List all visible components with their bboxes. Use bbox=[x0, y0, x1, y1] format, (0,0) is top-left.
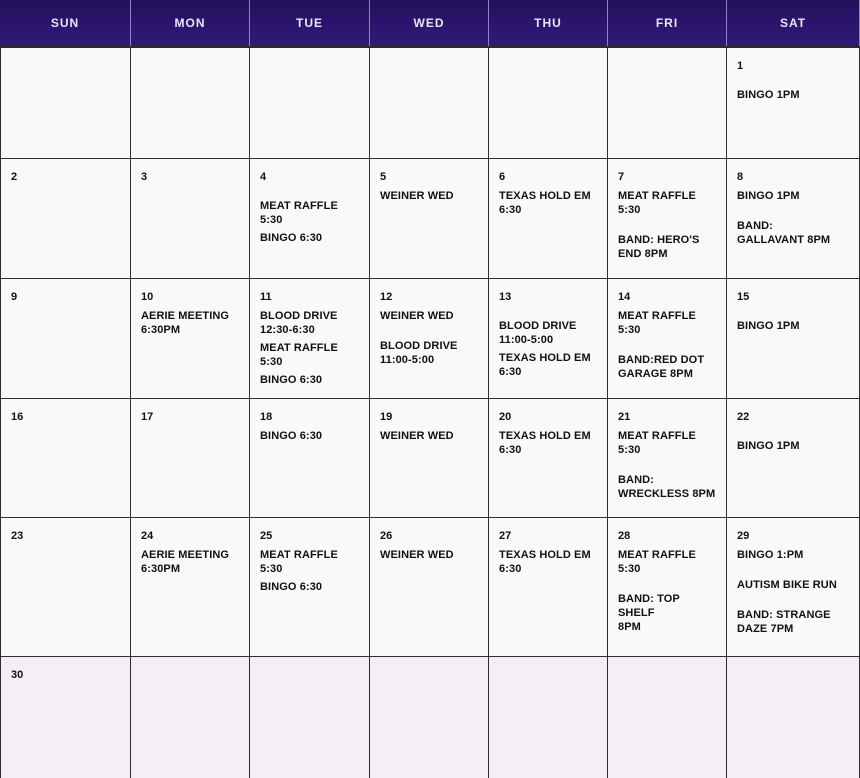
event-text: MEAT RAFFLE bbox=[618, 430, 696, 442]
date-number: 17 bbox=[141, 411, 154, 423]
event-text: 11:00-5:00 bbox=[499, 334, 554, 346]
event-text: BAND: STRANGE bbox=[737, 609, 831, 621]
day-cell bbox=[370, 518, 489, 657]
event-text: BAND: bbox=[737, 220, 773, 232]
day-cell bbox=[131, 48, 250, 159]
event-text: 6:30 bbox=[499, 204, 522, 216]
day-cell bbox=[250, 279, 370, 399]
day-cell bbox=[489, 159, 608, 279]
day-cell bbox=[250, 48, 370, 159]
date-number: 20 bbox=[499, 411, 512, 423]
event-text: BINGO 1PM bbox=[737, 89, 800, 101]
day-cell bbox=[608, 657, 727, 778]
day-cell bbox=[489, 518, 608, 657]
event-text: BINGO 6:30 bbox=[260, 232, 323, 244]
date-number: 29 bbox=[737, 530, 750, 542]
event-item bbox=[737, 608, 851, 636]
weekday-thu: THU bbox=[489, 0, 608, 46]
day-cell bbox=[727, 279, 860, 399]
date-number: 25 bbox=[260, 530, 273, 542]
day-cell bbox=[250, 399, 370, 518]
event-text: 6:30 bbox=[499, 444, 522, 456]
date-number: 19 bbox=[380, 411, 393, 423]
weekday-mon: MON bbox=[131, 0, 250, 46]
date-number: 24 bbox=[141, 530, 154, 542]
event-item bbox=[260, 580, 361, 594]
day-cell bbox=[489, 657, 608, 778]
event-text: 5:30 bbox=[260, 214, 283, 226]
event-item bbox=[499, 319, 599, 347]
date-number: 15 bbox=[737, 291, 750, 303]
weekday-fri: FRI bbox=[608, 0, 727, 46]
day-cell bbox=[608, 159, 727, 279]
date-number: 22 bbox=[737, 411, 750, 423]
day-cell bbox=[370, 657, 489, 778]
date-number: 28 bbox=[618, 530, 631, 542]
event-text: 6:30 bbox=[499, 366, 522, 378]
event-text: GARAGE 8PM bbox=[618, 368, 693, 380]
event-item bbox=[737, 578, 851, 592]
date-number: 5 bbox=[380, 171, 387, 183]
day-cell bbox=[131, 159, 250, 279]
weekday-sat: SAT bbox=[727, 0, 860, 46]
event-text: MEAT RAFFLE bbox=[618, 549, 696, 561]
weekday-sun: SUN bbox=[0, 0, 131, 46]
day-cell bbox=[727, 518, 860, 657]
event-item bbox=[737, 319, 851, 333]
event-text: 5:30 bbox=[260, 563, 283, 575]
event-text: BLOOD DRIVE bbox=[260, 310, 338, 322]
event-text: DAZE 7PM bbox=[737, 623, 794, 635]
event-text: BAND: bbox=[618, 474, 654, 486]
event-text: BAND: TOP SHELF bbox=[618, 593, 680, 619]
date-number: 11 bbox=[260, 291, 272, 303]
event-text: END 8PM bbox=[618, 248, 668, 260]
event-text: MEAT RAFFLE bbox=[618, 190, 696, 202]
event-item bbox=[260, 373, 361, 387]
date-number: 26 bbox=[380, 530, 393, 542]
event-text: 6:30 bbox=[499, 563, 522, 575]
event-item bbox=[380, 429, 480, 443]
date-number: 8 bbox=[737, 171, 744, 183]
date-number: 3 bbox=[141, 171, 148, 183]
event-item bbox=[618, 309, 718, 337]
event-item bbox=[737, 439, 851, 453]
date-number: 13 bbox=[499, 291, 512, 303]
day-cell bbox=[608, 399, 727, 518]
date-number: 10 bbox=[141, 291, 154, 303]
event-text: WEINER WED bbox=[380, 190, 454, 202]
day-cell bbox=[608, 48, 727, 159]
event-text: AERIE MEETING bbox=[141, 310, 230, 322]
date-number: 4 bbox=[260, 171, 267, 183]
day-cell bbox=[0, 657, 131, 778]
event-text: 5:30 bbox=[260, 356, 283, 368]
day-cell bbox=[250, 518, 370, 657]
event-item bbox=[260, 341, 361, 369]
event-item bbox=[737, 548, 851, 562]
event-item bbox=[380, 339, 480, 367]
date-number: 9 bbox=[11, 291, 18, 303]
event-text: BINGO 1PM bbox=[737, 190, 800, 202]
event-text: 5:30 bbox=[618, 444, 641, 456]
day-cell bbox=[0, 399, 131, 518]
event-text: AERIE MEETING bbox=[141, 549, 230, 561]
event-item bbox=[260, 199, 361, 227]
event-text: GALLAVANT 8PM bbox=[737, 234, 831, 246]
event-text: TEXAS HOLD EM bbox=[499, 430, 591, 442]
date-number: 27 bbox=[499, 530, 512, 542]
day-cell bbox=[250, 159, 370, 279]
event-item bbox=[141, 309, 241, 337]
event-item bbox=[260, 231, 361, 245]
date-number: 6 bbox=[499, 171, 506, 183]
event-text: 5:30 bbox=[618, 204, 641, 216]
day-cell bbox=[0, 159, 131, 279]
day-cell bbox=[370, 48, 489, 159]
event-item bbox=[499, 351, 599, 379]
day-cell bbox=[608, 518, 727, 657]
event-item bbox=[618, 429, 718, 457]
date-number: 7 bbox=[618, 171, 625, 183]
event-item bbox=[618, 353, 718, 381]
event-text: WEINER WED bbox=[380, 549, 454, 561]
date-number: 16 bbox=[11, 411, 24, 423]
event-text: BAND:RED DOT bbox=[618, 354, 705, 366]
date-number: 2 bbox=[11, 171, 18, 183]
event-text: MEAT RAFFLE bbox=[618, 310, 696, 322]
event-item bbox=[260, 548, 361, 576]
day-cell bbox=[489, 48, 608, 159]
weekday-wed: WED bbox=[370, 0, 489, 46]
date-number: 30 bbox=[11, 669, 24, 681]
event-text: BINGO 6:30 bbox=[260, 581, 323, 593]
date-number: 23 bbox=[11, 530, 24, 542]
event-text: TEXAS HOLD EM bbox=[499, 352, 591, 364]
event-text: TEXAS HOLD EM bbox=[499, 549, 591, 561]
event-item bbox=[737, 189, 851, 203]
event-text: 12:30-6:30 bbox=[260, 324, 315, 336]
event-text: BINGO 1PM bbox=[737, 440, 800, 452]
event-text: BINGO 6:30 bbox=[260, 430, 323, 442]
day-cell bbox=[131, 518, 250, 657]
event-text: WRECKLESS 8PM bbox=[618, 488, 716, 500]
day-cell bbox=[0, 518, 131, 657]
event-text: BAND: HERO'S bbox=[618, 234, 700, 246]
day-cell bbox=[0, 279, 131, 399]
event-item bbox=[618, 189, 718, 217]
day-cell bbox=[131, 399, 250, 518]
day-cell bbox=[489, 279, 608, 399]
day-cell bbox=[727, 159, 860, 279]
event-text: TEXAS HOLD EM bbox=[499, 190, 591, 202]
event-text: BINGO 1:PM bbox=[737, 549, 804, 561]
event-item bbox=[260, 429, 361, 443]
date-number: 21 bbox=[618, 411, 631, 423]
event-text: BINGO 6:30 bbox=[260, 374, 323, 386]
event-text: AUTISM BIKE RUN bbox=[737, 579, 837, 591]
weekday-header bbox=[0, 0, 860, 46]
event-text: 11:00-5:00 bbox=[380, 354, 435, 366]
event-text: MEAT RAFFLE bbox=[260, 200, 338, 212]
date-number: 18 bbox=[260, 411, 273, 423]
event-text: 6:30PM bbox=[141, 563, 181, 575]
event-text: MEAT RAFFLE bbox=[260, 549, 338, 561]
day-cell bbox=[131, 657, 250, 778]
event-item bbox=[618, 548, 718, 576]
event-item bbox=[499, 429, 599, 457]
date-number: 1 bbox=[737, 60, 744, 72]
event-text: 8PM bbox=[618, 621, 641, 633]
event-text: MEAT RAFFLE bbox=[260, 342, 338, 354]
calendar-grid bbox=[0, 46, 860, 776]
day-cell bbox=[727, 48, 860, 159]
event-item bbox=[618, 473, 718, 501]
event-item bbox=[737, 88, 851, 102]
day-cell bbox=[370, 399, 489, 518]
event-item bbox=[380, 548, 480, 562]
event-text: BLOOD DRIVE bbox=[380, 340, 458, 352]
day-cell bbox=[608, 279, 727, 399]
event-item bbox=[618, 592, 718, 634]
event-text: 6:30PM bbox=[141, 324, 181, 336]
day-cell bbox=[489, 399, 608, 518]
date-number: 14 bbox=[618, 291, 631, 303]
day-cell bbox=[131, 279, 250, 399]
event-text: BINGO 1PM bbox=[737, 320, 800, 332]
event-item bbox=[380, 309, 480, 323]
event-item bbox=[260, 309, 361, 337]
event-item bbox=[499, 548, 599, 576]
day-cell bbox=[727, 657, 860, 778]
day-cell bbox=[727, 399, 860, 518]
event-text: WEINER WED bbox=[380, 310, 454, 322]
event-text: 5:30 bbox=[618, 324, 641, 336]
event-item bbox=[618, 233, 718, 261]
event-text: WEINER WED bbox=[380, 430, 454, 442]
date-number: 12 bbox=[380, 291, 393, 303]
event-item bbox=[499, 189, 599, 217]
weekday-tue: TUE bbox=[250, 0, 370, 46]
day-cell bbox=[370, 159, 489, 279]
event-item bbox=[737, 219, 851, 247]
event-item bbox=[380, 189, 480, 203]
day-cell bbox=[370, 279, 489, 399]
day-cell bbox=[250, 657, 370, 778]
event-text: 5:30 bbox=[618, 563, 641, 575]
event-item bbox=[141, 548, 241, 576]
event-text: BLOOD DRIVE bbox=[499, 320, 577, 332]
day-cell bbox=[0, 48, 131, 159]
